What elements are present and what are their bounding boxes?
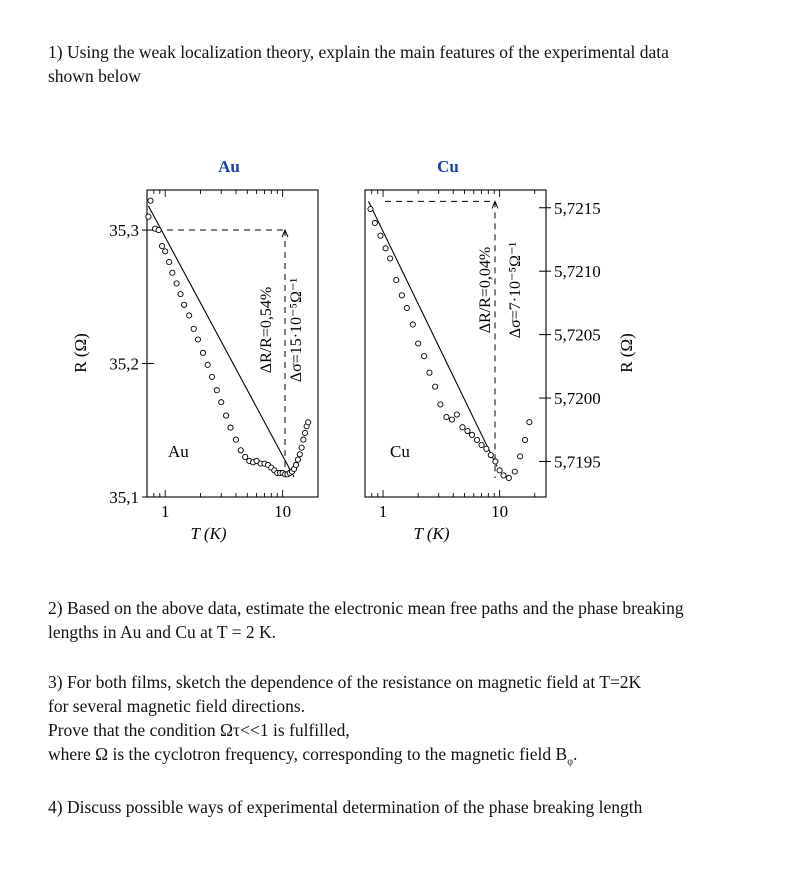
au-data-point [195,337,200,342]
cu-panel [365,157,601,543]
cu-data-point [438,402,443,407]
question-1-line-1: 1) Using the weak localization theory, explain the main features of the experimental data [48,42,669,62]
au-panel [109,157,318,543]
au-data-point [301,437,306,442]
cu-annotation-1: ΔR/R=0,04% [477,246,494,334]
cu-data-point [512,469,517,474]
cu-annotation-2: Δσ=7·10⁻⁵Ω⁻¹ [507,241,524,339]
cu-data-point [394,277,399,282]
cu-data-point [372,220,377,225]
cu-data-point [399,293,404,298]
au-data-point [167,259,172,264]
cu-data-point [474,437,479,442]
au-data-point [228,425,233,430]
question-2 [48,596,684,644]
cu-data-point [444,414,449,419]
au-data-point [182,302,187,307]
cu-y-tick-label: 5,7210 [554,262,601,282]
cu-data-point [469,432,474,437]
cu-data-point [433,384,438,389]
cu-y-tick-label: 5,7200 [554,389,601,409]
cu-data-point [460,425,465,430]
cu-data-point [465,428,470,433]
au-data-point [163,249,168,254]
au-data-point [293,462,298,467]
cu-x-tick-label: 10 [491,502,509,521]
question-1-line-2: shown below [48,66,141,86]
cu-x-tick-label: 1 [378,502,388,521]
cu-data-point [422,354,427,359]
au-title: Au [218,157,240,176]
au-data-point [170,270,175,275]
cu-data-point [416,341,421,346]
cu-data-point [497,468,502,473]
au-annotation-2: Δσ=15·10⁻⁵Ω⁻¹ [288,277,305,383]
cu-data-point [368,206,373,211]
au-data-point [238,448,243,453]
cu-x-axis-label: T (K) [413,524,450,543]
question-2-line-1: 2) Based on the above data, estimate the electronic mean free paths and the phase breaking [48,598,684,618]
question-3-line-2: for several magnetic field directions. [48,696,306,716]
au-data-point [295,457,300,462]
question-3-line-4-text: where Ω is the cyclotron frequency, corresponding to the magnetic field B [48,744,568,764]
cu-data-point [493,459,498,464]
au-data-point [200,350,205,355]
au-data-point [187,313,192,318]
question-3-line-4-period: . [572,744,578,764]
au-data-point [243,454,248,459]
au-x-tick-label: 10 [274,502,292,521]
au-data-point [233,437,238,442]
au-annotation-1: ΔR/R=0,54% [258,286,275,374]
au-data-point [297,452,302,457]
cu-data-point [506,475,511,480]
question-2-line-2: lengths in Au and Cu at T = 2 K. [48,622,276,642]
cu-data-point [501,473,506,478]
au-x-axis-label: T (K) [190,524,227,543]
cu-inner-label: Cu [390,442,410,461]
cu-y-tick-label: 5,7195 [554,452,601,472]
au-data-point [299,445,304,450]
au-data-point [302,430,307,435]
au-data-point [219,400,224,405]
au-data-point [223,413,228,418]
question-3-line-1: 3) For both films, sketch the dependence of the resistance on magnetic field at T=2K [48,672,642,692]
question-3-line-3: Prove that the condition Ωτ<<1 is fulfilled, [48,720,350,740]
au-data-point [174,281,179,286]
cu-data-point [383,246,388,251]
au-x-tick-label: 1 [160,502,170,521]
au-y-tick-label: 35,3 [109,221,139,241]
au-data-point [191,326,196,331]
au-data-point [156,227,161,232]
cu-data-point [527,420,532,425]
cu-data-point [404,305,409,310]
question-3-line-4 [48,742,641,775]
au-data-point [148,198,153,203]
b-phi-subscript: φ [567,756,573,768]
cu-data-point [449,417,454,422]
cu-data-point [410,322,415,327]
au-y-tick-label: 35,2 [109,354,139,374]
au-data-point [205,362,210,367]
cu-data-point [427,370,432,375]
cu-y-tick-label: 5,7215 [554,198,601,218]
cu-data-point [479,442,484,447]
au-data-point [209,374,214,379]
au-data-point [159,243,164,248]
au-y-tick-label: 35,1 [109,488,139,507]
au-data-point [306,420,311,425]
cu-data-point [388,256,393,261]
left-y-axis-label: R (Ω) [71,333,90,373]
cu-data-point [454,412,459,417]
question-4 [48,795,642,819]
cu-title: Cu [437,157,459,176]
question-3 [48,670,641,775]
au-inner-label: Au [168,442,189,461]
au-data-point [214,388,219,393]
cu-data-point [522,437,527,442]
au-data-point [146,214,151,219]
cu-y-tick-label: 5,7205 [554,325,601,345]
right-y-axis-label: R (Ω) [617,333,636,373]
question-4-line-1: 4) Discuss possible ways of experimental determination of the phase breaking length [48,797,643,817]
au-data-point [178,292,183,297]
cu-data-point [488,453,493,458]
cu-data-point [484,446,489,451]
cu-data-point [518,454,523,459]
cu-data-point [378,233,383,238]
